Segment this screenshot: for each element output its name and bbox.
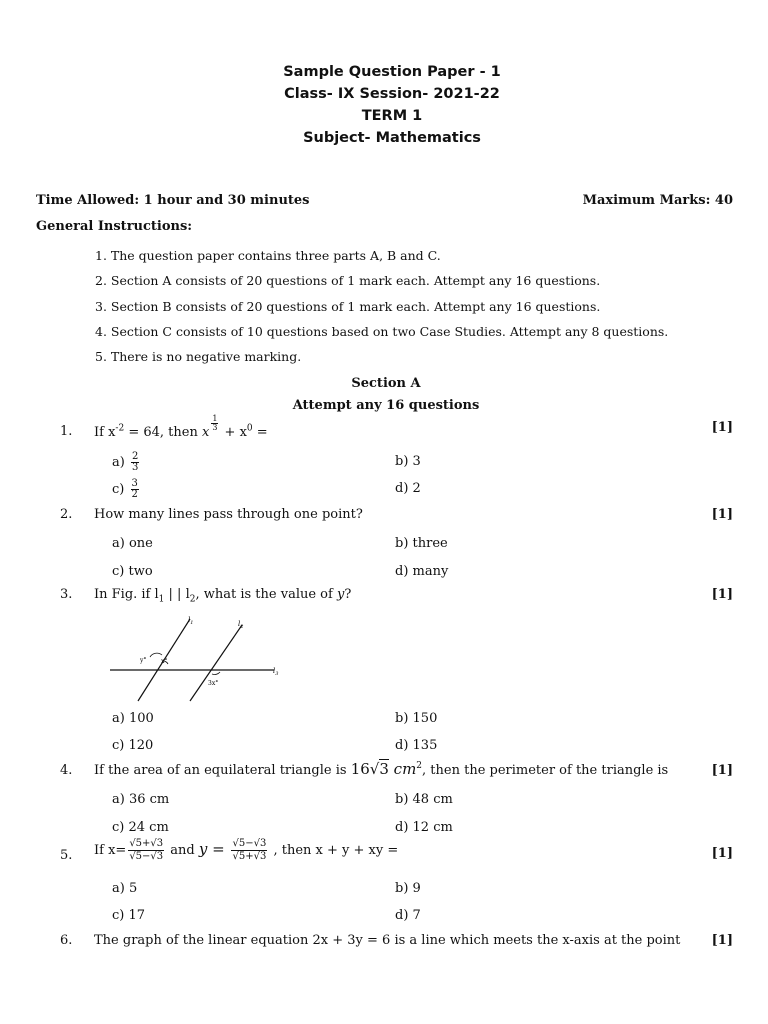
option-b: b) three: [395, 536, 448, 551]
label-l2: $l_2$: [238, 620, 244, 630]
label-3x: 3x°: [208, 680, 219, 687]
label-l3: $l_3$: [273, 667, 279, 677]
time-allowed: Time Allowed: 1 hour and 30 minutes: [36, 193, 310, 208]
question-number: 5.: [60, 848, 73, 863]
question-number: 3.: [60, 587, 73, 602]
option-b: b) 3: [395, 454, 421, 469]
question-number: 2.: [60, 507, 73, 522]
instruction-item: 1. The question paper contains three parts A, B and C.: [95, 248, 441, 263]
question-text: How many lines pass through one point?: [94, 507, 363, 522]
instruction-item: 4. Section C consists of 10 questions based on two Case Studies. Attempt any 8 questions.: [95, 324, 669, 339]
instruction-item: 3. Section B consists of 20 questions of 1 mark each. Attempt any 16 questions.: [95, 299, 601, 314]
option-d: d) 135: [395, 738, 438, 753]
option-a: a) $\frac{2}{3}$: [112, 451, 139, 473]
option-c: c) 17: [112, 908, 146, 923]
option-a: a) 5: [112, 881, 138, 896]
section-title: Section A: [351, 376, 421, 391]
option-c: c) two: [112, 564, 153, 579]
question-number: 6.: [60, 933, 73, 948]
instruction-item: 2. Section A consists of 20 questions of 1 mark each. Attempt any 16 questions.: [95, 273, 601, 288]
option-b: b) 150: [395, 711, 438, 726]
question-text: The graph of the linear equation 2x + 3y = 6 is a line which meets the x-axis at the point: [94, 933, 681, 948]
max-marks: Maximum Marks: 40: [582, 193, 733, 208]
question-text: If x= $\frac{√5+√3}{√5-√3}$ and y = $\frac{√5-√3}{√5+√3}$ , then x + y + xy =: [94, 838, 399, 862]
label-y: y°: [140, 657, 147, 664]
option-c: c) 120: [112, 738, 154, 753]
option-d: d) 2: [395, 481, 421, 496]
parallel-lines-figure: [108, 611, 288, 703]
paper-title: Sample Question Paper - 1: [283, 64, 501, 80]
marks-label: [1]: [711, 507, 733, 522]
option-c: c) 24 cm: [112, 820, 169, 835]
subject: Subject- Mathematics: [303, 130, 481, 146]
instruction-item: 5. There is no negative marking.: [95, 349, 302, 364]
angle-3x-arc: [212, 672, 220, 675]
instructions-heading: General Instructions:: [36, 219, 193, 234]
option-a: a) 100: [112, 711, 154, 726]
line-l2: [190, 625, 242, 701]
marks-label: [1]: [711, 846, 733, 861]
label-x: x°: [161, 658, 168, 665]
question-text: If $x^{-2} = 64$, then x $\frac{1}{3}$ + $x^0$ =: [94, 414, 268, 441]
option-d: d) 12 cm: [395, 820, 453, 835]
option-c: c) $\frac{3}{2}$: [112, 478, 138, 500]
question-text: If the area of an equilateral triangle is 16√3 $cm^2$, then the perimeter of the triangle is: [94, 760, 669, 778]
question-number: 4.: [60, 763, 73, 778]
marks-label: [1]: [711, 933, 733, 948]
option-b: b) 9: [395, 881, 421, 896]
option-d: d) 7: [395, 908, 421, 923]
class-session: Class- IX Session- 2021-22: [284, 86, 500, 102]
marks-label: [1]: [711, 587, 733, 602]
term: TERM 1: [361, 108, 423, 124]
section-subtitle: Attempt any 16 questions: [292, 398, 480, 413]
marks-label: [1]: [711, 763, 733, 778]
question-number: 1.: [60, 424, 73, 439]
question-text: In Fig. if $l_1$ | | $l_2$, what is the value of y?: [94, 587, 352, 605]
label-l1: $l_1$: [188, 616, 194, 626]
option-d: d) many: [395, 564, 449, 579]
option-b: b) 48 cm: [395, 792, 453, 807]
angle-y-arc: [150, 653, 162, 657]
option-a: a) one: [112, 536, 153, 551]
marks-label: [1]: [711, 420, 733, 435]
option-a: a) 36 cm: [112, 792, 170, 807]
